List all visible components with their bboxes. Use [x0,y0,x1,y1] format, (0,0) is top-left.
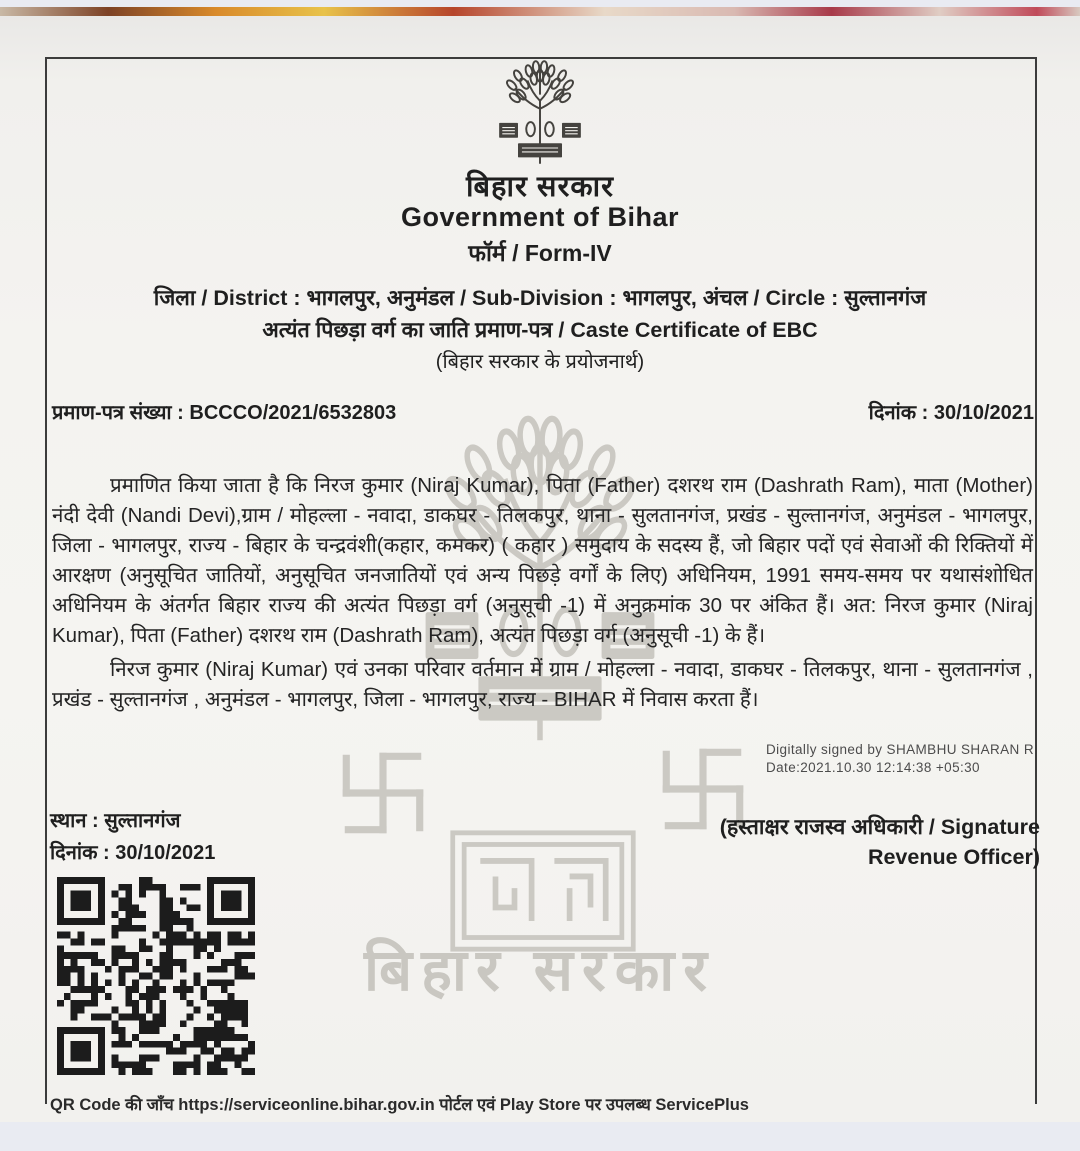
certificate-title-line: अत्यंत पिछड़ा वर्ग का जाति प्रमाण-पत्र / Caste Certificate of EBC [262,318,818,342]
digital-signature-note [766,741,1080,776]
revenue-officer-signature-block [620,812,1040,872]
watermark-text: बिहार सरकार [363,938,716,1003]
certificate-date [869,398,1034,425]
purpose-line: (बिहार सरकार के प्रयोजनार्थ) [435,351,645,373]
certificate-number [52,398,396,425]
signature-line-1: (हस्ताक्षर राजस्व अधिकारी / Signature [719,815,1040,839]
qr-verification-footer-line: QR Code की जाँच https://serviceonline.bihar.gov.in पोर्टल एवं Play Store पर उपलब्ध ServicePlus [50,1096,749,1114]
issue-date: दिनांक : 30/10/2021 [50,842,216,864]
certificate-date-label: दिनांक : [868,402,929,424]
title-english: Government of Bihar [400,202,680,232]
certificate-number-label: प्रमाण-पत्र संख्या : [52,402,184,424]
district-subdivision-circle-line: जिला / District : भागलपुर, अनुमंडल / Sub-Division : भागलपुर, अंचल / Circle : सुल्तानगंज [153,286,927,310]
issue-place: स्थान : सुल्तानगंज [50,810,181,832]
digital-signature-line-1: Digitally signed by SHAMBHU SHARAN R [766,742,1034,757]
signature-line-2: Revenue Officer) [867,845,1040,869]
title-hindi: बिहार सरकार [465,171,614,203]
certificate-paragraph-1: प्रमाणित किया जाता है कि निरज कुमार (Niraj Kumar), पिता (Father) दशरथ राम (Dashrath Ram), माता (Mother) नंदी देवी (Nandi Devi),ग्राम / मोहल्ला - नवादा, डाकघर - तिलकपुर, थाना - सुलतानगंज, प्रखंड - सुल्तानगंज, अनुमंडल - भागलपुर, जिला - भागलपुर, राज्य - बिहार के चन्द्रवंशी(कहार, कमकर) ( कहार ) समुदाय के सदस्य हैं, जो बिहार पदों एवं सेवाओं की रिक्तियों में आरक्षण (अनुसूचित जातियों, अनुसूचित जनजातियों एवं अन्य पिछड़े वर्गों के लिए) अधिनियम, 1991 समय-समय पर यथासंशोधित अधिनियम के अंतर्गत बिहार राज्य की अत्यंत पिछड़ा वर्ग (अनुसूची -1) में अनुक्रमांक 30 पर अंकित हैं। अत: निरज कुमार (Niraj Kumar), पिता (Father) दशरथ राम (Dashrath Ram), अत्यंत पिछड़ा वर्ग (अनुसूची -1) के हैं। [52,474,1033,647]
form-number-line: फॉर्म / Form-IV [468,240,612,266]
certificate-number-value: BCCCO/2021/6532803 [189,402,397,424]
qr-code [57,877,255,1075]
certificate-date-value: 30/10/2021 [933,402,1034,424]
digital-signature-line-2: Date:2021.10.30 12:14:38 +05:30 [766,759,980,775]
watermark-swastika-left-icon [332,742,434,844]
certificate-paragraph-2: निरज कुमार (Niraj Kumar) एवं उनका परिवार वर्तमान में ग्राम / मोहल्ला - नवादा, डाकघर - तिलकपुर, थाना - सुलतानगंज , प्रखंड - सुल्तानगंज , अनुमंडल - भागलपुर, जिला - भागलपुर, राज्य - BIHAR में निवास करता हैं। [52,658,1033,711]
government-of-bihar-emblem-icon [455,60,625,170]
